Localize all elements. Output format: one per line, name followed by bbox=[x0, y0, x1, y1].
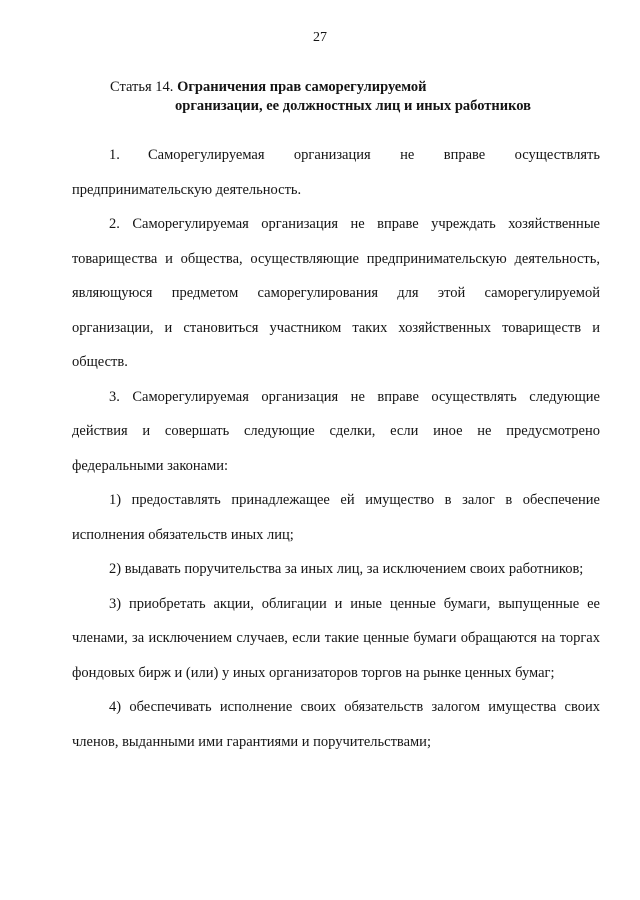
article-number: Статья 14. bbox=[110, 79, 174, 95]
article-title-line2: организации, ее должностных лиц и иных работников bbox=[175, 98, 532, 114]
list-item-3: 3) приобретать акции, облигации и иные ценные бумаги, выпущенные ее членами, за исключением случаев, если такие ценные бумаги обращаются на торгах фондовых бирж и (или) у иных организаторов торгов на рынке ценных бумаг; bbox=[72, 595, 600, 681]
paragraph-1-number: 1. bbox=[109, 147, 120, 163]
list-item-1: 1) предоставлять принадлежащее ей имущество в залог в обеспечение исполнения обязательств иных лиц; bbox=[72, 492, 600, 543]
paragraph-3: 3. Саморегулируемая организация не вправе осуществлять следующие действия и совершать следующие сделки, если иное не предусмотрено федеральными законами: bbox=[72, 388, 600, 474]
list-item-4: 4) обеспечивать исполнение своих обязательств залогом имущества своих членов, выданными ими гарантиями и поручительствами; bbox=[72, 699, 600, 750]
paragraph-2: 2. Саморегулируемая организация не вправе учреждать хозяйственные товарищества и общества, осуществляющие предпринимательскую деятельность, являющуюся предметом саморегулирования для этой саморегулируемой организации, и становиться участником таких хозяйственных товариществ и обществ. bbox=[72, 216, 600, 370]
list-item-2: 2) выдавать поручительства за иных лиц, за исключением своих работников; bbox=[109, 561, 584, 577]
page-number: 27 bbox=[313, 30, 327, 45]
paragraph-1 bbox=[72, 138, 600, 207]
article-title-line1: Ограничения прав саморегулируемой bbox=[177, 79, 427, 95]
article-heading bbox=[110, 78, 580, 116]
article-body bbox=[72, 138, 600, 759]
paragraph-1-text: Саморегулируемая организация не вправе осуществлять предпринимательскую деятельность. bbox=[72, 147, 600, 198]
